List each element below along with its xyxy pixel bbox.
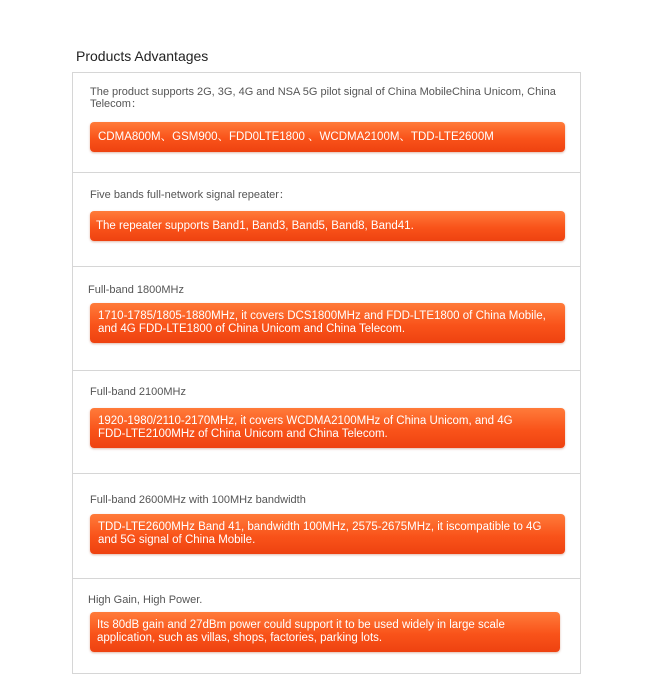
advantage-label: Five bands full-network signal repeater：	[90, 189, 290, 201]
advantage-item-2g3g4g5g	[73, 73, 580, 173]
advantage-item-1800mhz	[73, 267, 580, 371]
section-title: Products Advantages	[76, 48, 209, 64]
advantage-highlight-bar	[90, 408, 565, 448]
advantage-label: Full-band 2100MHz	[90, 386, 186, 398]
advantage-label: The product supports 2G, 3G, 4G and NSA 5G pilot signal of China MobileChina Unicom, China Telecom：	[90, 86, 556, 110]
advantage-item-2100mhz	[73, 371, 580, 474]
advantage-highlight-bar	[90, 514, 565, 554]
advantage-label: Full-band 1800MHz	[88, 284, 184, 296]
advantage-highlight-bar	[90, 612, 560, 652]
advantage-highlight-text: 1920-1980/2110-2170MHz, it covers WCDMA2100MHz of China Unicom, and 4G FDD-LTE2100MHz of China Unicom and China Telecom.	[98, 415, 513, 440]
advantage-highlight-bar	[90, 303, 565, 343]
advantage-item-high-gain	[73, 579, 580, 673]
advantage-label: Full-band 2600MHz with 100MHz bandwidth	[90, 494, 306, 506]
advantage-highlight-text: Its 80dB gain and 27dBm power could support it to be used widely in large scale application, such as villas, shops, factories, parking lots.	[97, 619, 505, 644]
advantage-highlight-text: The repeater supports Band1, Band3, Band5, Band8, Band41.	[96, 219, 414, 232]
advantage-highlight-bar	[90, 211, 565, 241]
advantage-item-five-bands	[73, 173, 580, 267]
advantage-highlight-bar	[90, 122, 565, 152]
advantage-highlight-text: 1710-1785/1805-1880MHz, it covers DCS1800MHz and FDD-LTE1800 of China Mobile, and 4G FDD-LTE1800 of China Unicom and China Telecom.	[98, 310, 546, 335]
advantage-highlight-text: CDMA800M、GSM900、FDD0LTE1800 、WCDMA2100M、TDD-LTE2600M	[98, 130, 494, 143]
advantage-label: High Gain, High Power.	[88, 594, 203, 606]
advantage-item-2600mhz	[73, 474, 580, 579]
advantages-box	[72, 72, 581, 674]
advantage-highlight-text: TDD-LTE2600MHz Band 41, bandwidth 100MHz, 2575-2675MHz, it iscompatible to 4G and 5G signal of China Mobile.	[98, 521, 542, 546]
